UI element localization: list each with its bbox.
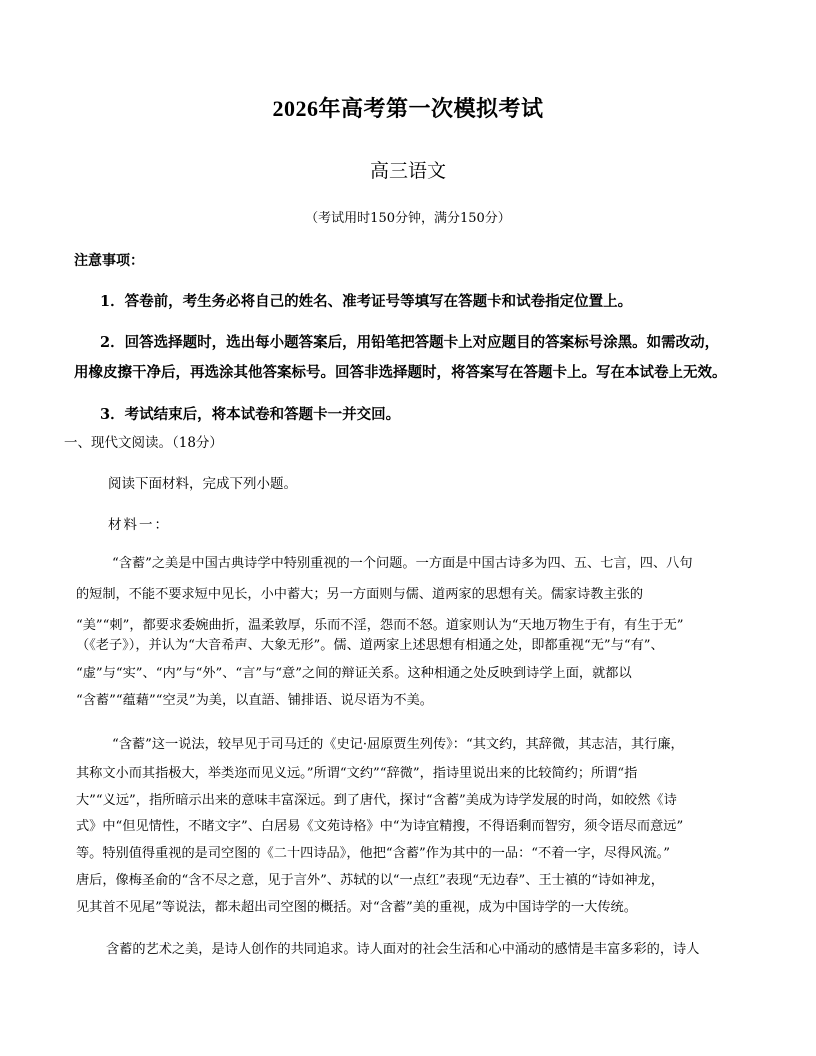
passage-line: （《老子》），并认为“大音希声、大象无形”。儒、道两家上述思想有相通之处，即都重视“无”与“有”、 xyxy=(76,638,664,653)
section-heading: 一、现代文阅读。（18分） xyxy=(64,435,223,451)
passage-line: 大”“义远”，指所暗示出来的意味丰富深远。到了唐代，探讨“含蓄”美成为诗学发展的时尚，如皎然《诗 xyxy=(76,793,677,808)
reading-instruction: 阅读下面材料，完成下列小题。 xyxy=(108,476,297,492)
passage-line: 含蓄的艺术之美，是诗人创作的共同追求。诗人面对的社会生活和心中涌动的感情是丰富多彩的，诗人 xyxy=(106,942,700,957)
material-label: 材料一： xyxy=(108,517,170,533)
passage-line: 见其首不见尾”等说法，都未超出司空图的概括。对“含蓄”美的重视，成为中国诗学的一大传统。 xyxy=(76,900,637,915)
exam-info: （考试用时150分钟，满分150分） xyxy=(305,211,511,226)
passage-line: “虚”与“实”、“内”与“外”、“言”与“意”之间的辩证关系。这种相通之处反映到诗学上面，就都以 xyxy=(76,666,632,681)
page-title: 2026年高考第一次模拟考试 xyxy=(272,96,544,121)
passage-line: 的短制，不能不要求短中见长，小中蓄大；另一方面则与儒、道两家的思想有关。儒家诗教主张的 xyxy=(76,587,644,602)
passage-line: 唐后，像梅圣俞的“含不尽之意，见于言外”、苏轼的以“一点红”表现“无边春”、王士禛的“诗如神龙， xyxy=(76,873,664,888)
subject-title: 高三语文 xyxy=(369,160,446,182)
passage-line: “含蓄”之美是中国古典诗学中特别重视的一个问题。一方面是中国古诗多为四、五、七言，四、八句 xyxy=(112,556,693,571)
notice-item-2-line-2: 用橡皮擦干净后，再选涂其他答案标号。回答非选择题时，将答案写在答题卡上。写在本试卷上无效。 xyxy=(74,364,727,381)
passage-line: “美”“刺”，都要求委婉曲折，温柔敦厚，乐而不淫，怨而不怒。道家则认为“天地万物生于有，有生于无” xyxy=(76,618,684,633)
passage-line: “含蓄”“蕴藉”“空灵”为美，以直語、铺排语、说尽语为不美。 xyxy=(76,693,433,708)
passage-line: 其称文小而其指极大，举类迩而见义远。”所谓“文约”“辞微”，指诗里说出来的比较简约；所谓“指 xyxy=(76,766,638,781)
notice-item-1: 1．答卷前，考生务必将自己的姓名、准考证号等填写在答题卡和试卷指定位置上。 xyxy=(100,293,633,310)
passage-line: 等。特别值得重视的是司空图的《二十四诗品》，他把“含蓄”作为其中的一品：“不着一字，尽得风流。” xyxy=(76,846,671,861)
notice-item-3: 3．考试结束后，将本试卷和答题卡一并交回。 xyxy=(100,406,401,423)
passage-line: “含蓄”这一说法，较早见于司马迁的《史记·屈原贾生列传》：“其文约，其辞微，其志洁，其行廉， xyxy=(112,737,684,752)
notice-item-2-line-1: 2．回答选择题时，选出每小题答案后，用铅笔把答题卡上对应题目的答案标号涂黑。如需改动， xyxy=(100,334,720,351)
passage-line: 式》中“但见情性，不睹文字”、白居易《文苑诗格》中“为诗宜精搜，不得语剩而智穷，须令语尽而意远” xyxy=(76,819,684,834)
notice-heading: 注意事项： xyxy=(74,253,144,269)
